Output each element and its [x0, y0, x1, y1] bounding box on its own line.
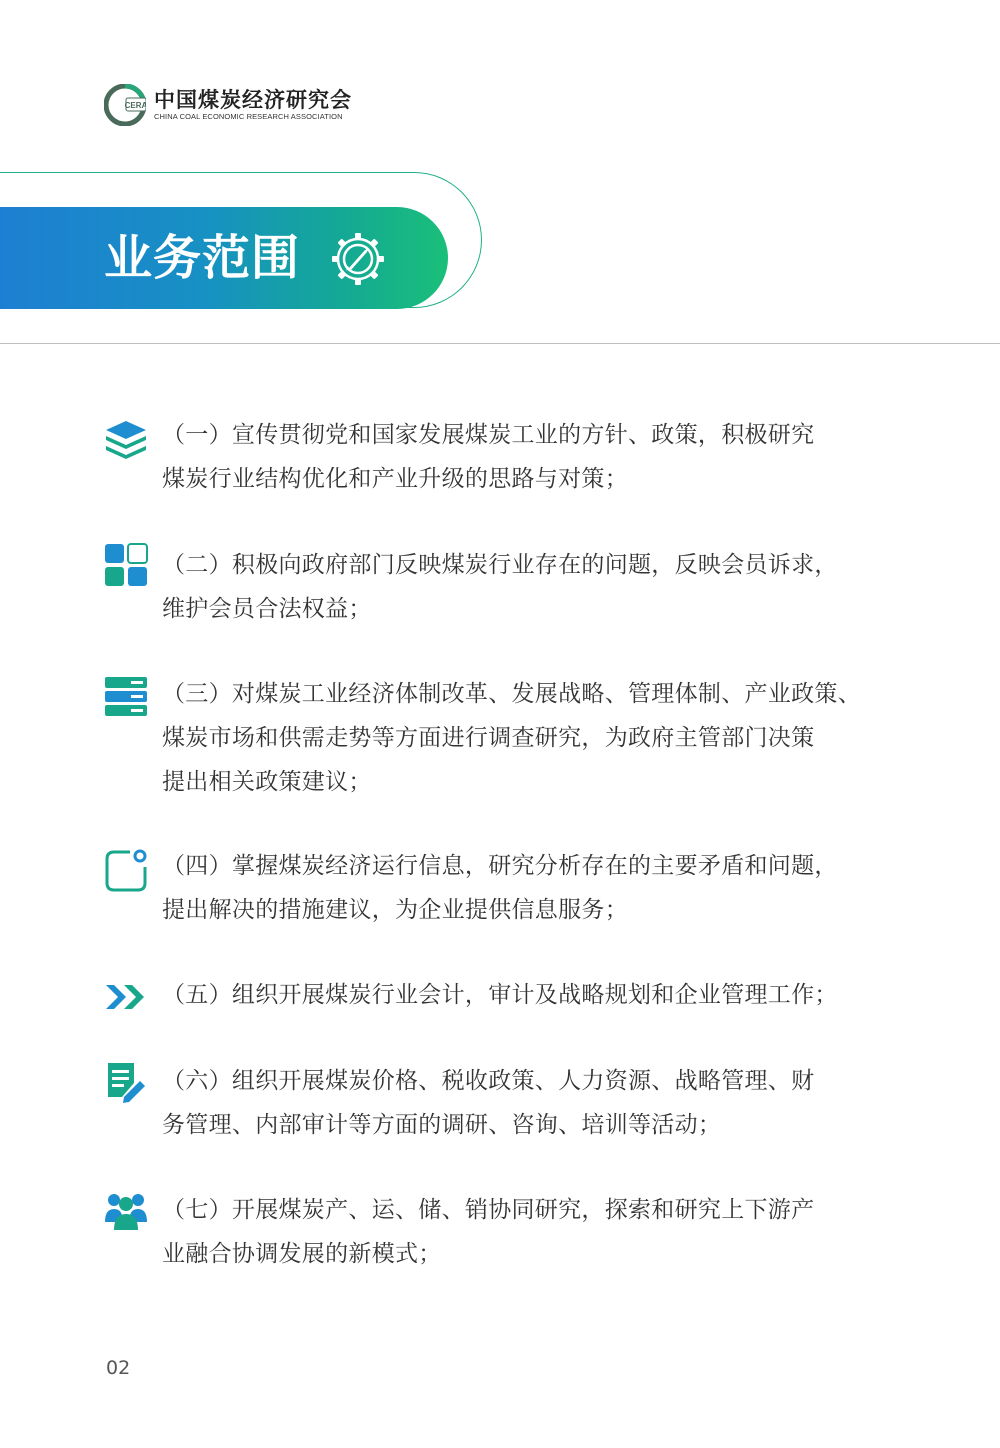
item-line: （四）掌握煤炭经济运行信息，研究分析存在的主要矛盾和问题，: [162, 853, 838, 879]
item-text: [162, 1188, 866, 1276]
gear-rocket-icon: [327, 228, 389, 290]
dotted-separator: [166, 1025, 866, 1029]
list-item: [104, 413, 866, 513]
people-group-icon: [104, 1188, 148, 1232]
double-chevron-right-icon: [104, 975, 148, 1019]
list-item: [104, 672, 866, 812]
grid-squares-icon: [104, 543, 148, 587]
list-item: [104, 1188, 866, 1288]
list-item: [104, 543, 866, 643]
item-line: （五）组织开展煤炭行业会计，审计及战略规划和企业管理工作；: [162, 982, 838, 1008]
item-line: （三）对煤炭工业经济体制改革、发展战略、管理体制、产业政策、: [162, 681, 861, 707]
dotted-separator: [166, 505, 866, 509]
item-line: 业融合协调发展的新模式；: [162, 1241, 442, 1267]
item-line: 煤炭行业结构优化和产业升级的思路与对策；: [162, 466, 628, 492]
section-title: 业务范围: [104, 230, 301, 286]
dotted-separator: [166, 637, 866, 641]
item-line: 务管理、内部审计等方面的调研、咨询、培训等活动；: [162, 1112, 722, 1138]
logo-abbr: CERA: [124, 101, 146, 110]
header-divider: [0, 343, 1000, 344]
document-edit-icon: [104, 1061, 148, 1105]
stack-layers-icon: [104, 415, 148, 459]
item-text: [162, 543, 866, 631]
item-line: （二）积极向政府部门反映煤炭行业存在的问题，反映会员诉求，: [162, 552, 838, 578]
list-item: [104, 973, 866, 1029]
item-line: 提出相关政策建议；: [162, 769, 372, 795]
page-number: 02: [106, 1357, 131, 1379]
list-item: [104, 1059, 866, 1159]
item-line: （一）宣传贯彻党和国家发展煤炭工业的方针、政策，积极研究: [162, 422, 815, 448]
item-text: [162, 973, 866, 1017]
list-item: [104, 844, 866, 944]
item-text: [162, 1059, 866, 1147]
rounded-square-dot-icon: [104, 848, 148, 892]
item-text: [162, 672, 866, 804]
org-name-cn: 中国煤炭经济研究会: [154, 87, 352, 112]
item-line: （七）开展煤炭产、运、储、销协同研究，探索和研究上下游产: [162, 1197, 815, 1223]
org-logo: [104, 84, 352, 126]
org-name-en: CHINA COAL ECONOMIC RESEARCH ASSOCIATION: [154, 112, 343, 121]
item-line: 煤炭市场和供需走势等方面进行调查研究，为政府主管部门决策: [162, 725, 815, 751]
cera-logo-icon: [104, 84, 146, 126]
dotted-separator: [166, 1281, 866, 1285]
item-line: 提出解决的措施建议，为企业提供信息服务；: [162, 897, 628, 923]
dotted-separator: [166, 938, 866, 942]
item-text: [162, 844, 866, 932]
server-list-icon: [104, 674, 148, 718]
item-text: [162, 413, 866, 501]
item-line: 维护会员合法权益；: [162, 596, 372, 622]
item-line: （六）组织开展煤炭价格、税收政策、人力资源、战略管理、财: [162, 1068, 815, 1094]
dotted-separator: [166, 1153, 866, 1157]
dotted-separator: [166, 809, 866, 813]
